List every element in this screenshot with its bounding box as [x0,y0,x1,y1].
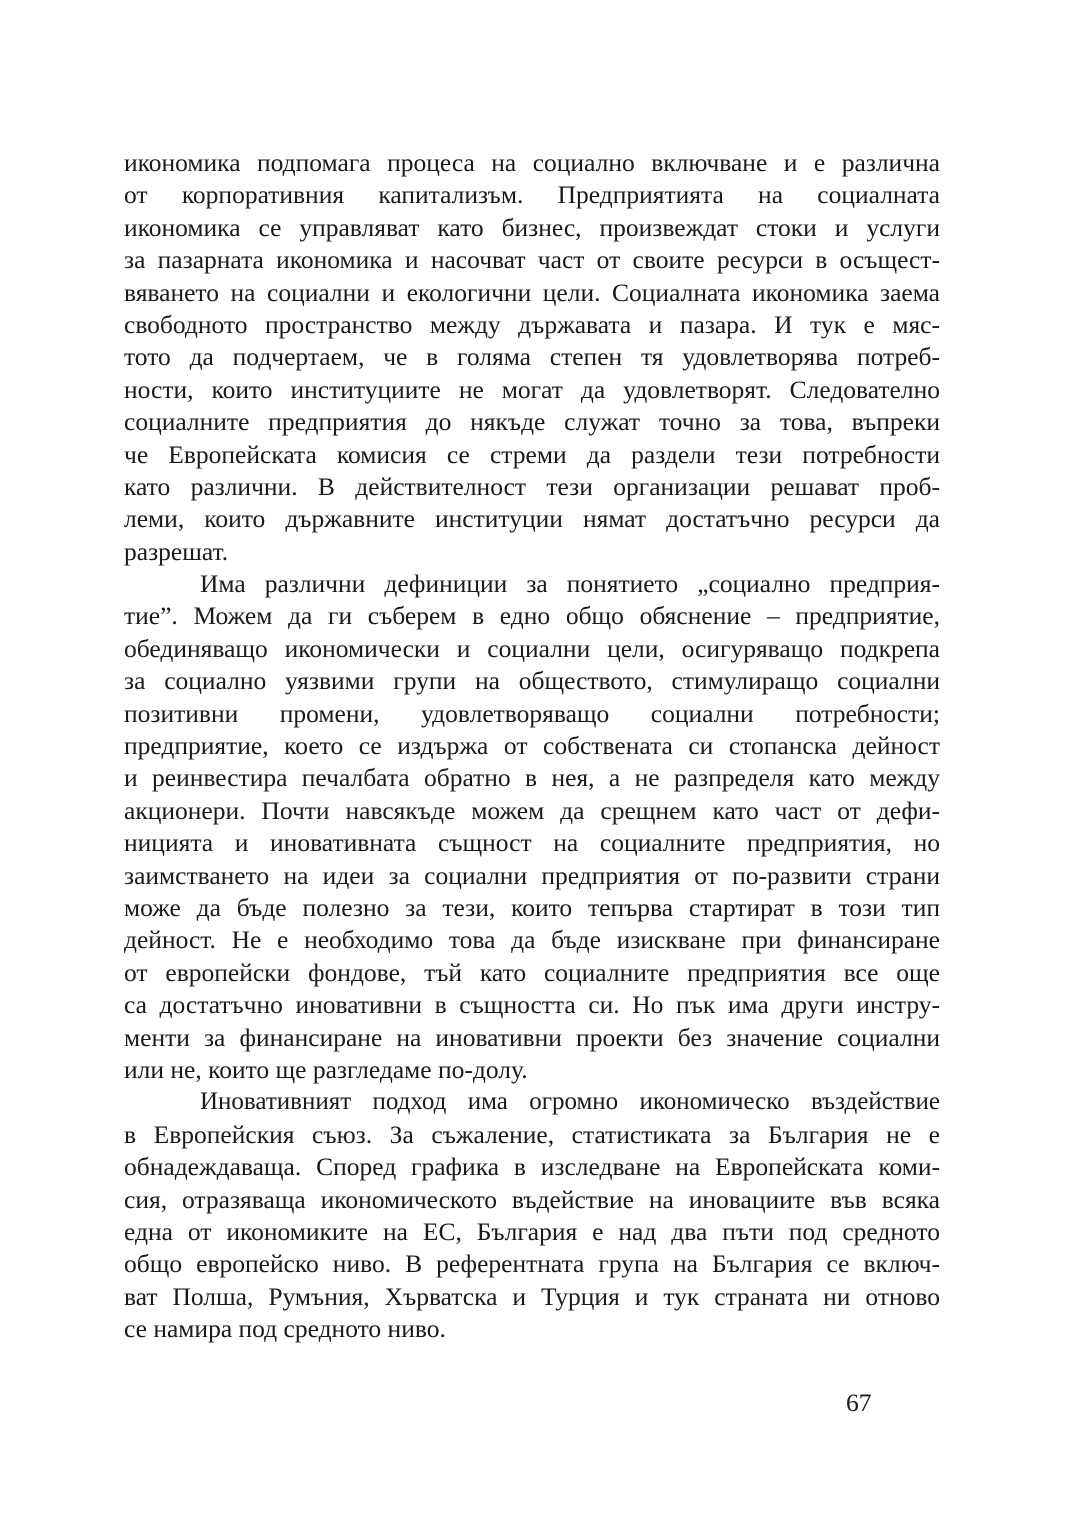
text-line: обнадеждаваща. Според графика в изследване на Европейската коми- [124,1152,940,1182]
paragraph-2 [124,568,940,1086]
text-line: менти за финансиране на иновативни проекти без значение социални [124,1022,940,1052]
text-line: за социално уязвими групи на обществото, стимулиращо социални [124,666,940,696]
text-line: дейност. Не е необходимо това да бъде изискване при финансиране [124,925,940,955]
page-number: 67 [846,1388,872,1417]
text-line: една от икономиките на ЕС, България е над два пъти под средното [124,1216,940,1246]
text-line: в Европейския съюз. За съжаление, статистиката за България не е [124,1119,940,1149]
text-line: за пазарната икономика и насочват част от своите ресурси в осъщест- [124,245,940,275]
text-line: Иновативният подход има огромно икономическо въздействие [200,1088,940,1116]
text-line: ности, които институциите не могат да удовлетворят. Следователно [124,374,940,404]
text-line: разрешат. [124,536,229,566]
text-line: обединяващо икономически и социални цели, осигуряващо подкрепа [124,633,940,663]
text-line: предприятие, което се издържа от собствената си стопанска дейност [124,731,940,761]
text-line: икономика подпомага процеса на социално включване и е различна [124,148,940,177]
text-line: са достатъчно иновативни в същността си. Но пък има други инстру- [124,990,940,1020]
text-line: сия, отразяваща икономическото въдействие на иновациите във всяка [124,1184,940,1214]
text-line: от корпоративния капитализъм. Предприятията на социалната [124,180,940,210]
text-line: ницията и иновативната същност на социалните предприятия, но [124,828,940,858]
text-line: от европейски фондове, тъй като социалните предприятия все още [124,957,940,987]
text-line: че Европейската комисия се стреми да раздели тези потребности [124,439,940,469]
text-line: акционери. Почти навсякъде можем да срещнем като част от дефи- [124,795,940,825]
text-line: заимстването на идеи за социални предприятия от по-развити страни [124,860,940,890]
text-line: социалните предприятия до някъде служат точно за това, въпреки [124,407,940,437]
text-line: ват Полша, Румъния, Хърватска и Турция и тук страната ни отново [124,1281,940,1311]
text-line: свободното пространство между държавата и пазара. И тук е мяс- [124,309,940,339]
text-line: или не, които ще разгледаме по-долу. [124,1054,528,1084]
paragraph-1 [124,147,940,568]
text-line: може да бъде полезно за тези, които тепърва стартират в този тип [124,892,940,922]
text-line: Има различни дефиниции за понятието „социално предприя- [200,569,940,599]
text-line: леми, които държавните институции нямат достатъчно ресурси да [124,504,940,534]
text-line: и реинвестира печалбата обратно в нея, а не разпределя като между [124,763,940,793]
paragraph-3 [124,1086,940,1345]
text-line: общо европейско ниво. В референтната група на България се включ- [124,1249,940,1279]
text-line: като различни. В действителност тези организации решават проб- [124,471,940,501]
text-line: се намира под средното ниво. [124,1314,446,1344]
body-text [124,147,940,1345]
text-line: тото да подчертаем, че в голяма степен тя удовлетворява потреб- [124,342,940,372]
text-line: вяването на социални и екологични цели. Социалната икономика заема [124,277,940,307]
text-line: икономика се управляват като бизнес, произвеждат стоки и услуги [124,212,940,242]
text-line: позитивни промени, удовлетворяващо социални потребности; [124,698,940,728]
text-line: тие”. Можем да ги съберем в едно общо обяснение – предприятие, [124,601,940,631]
